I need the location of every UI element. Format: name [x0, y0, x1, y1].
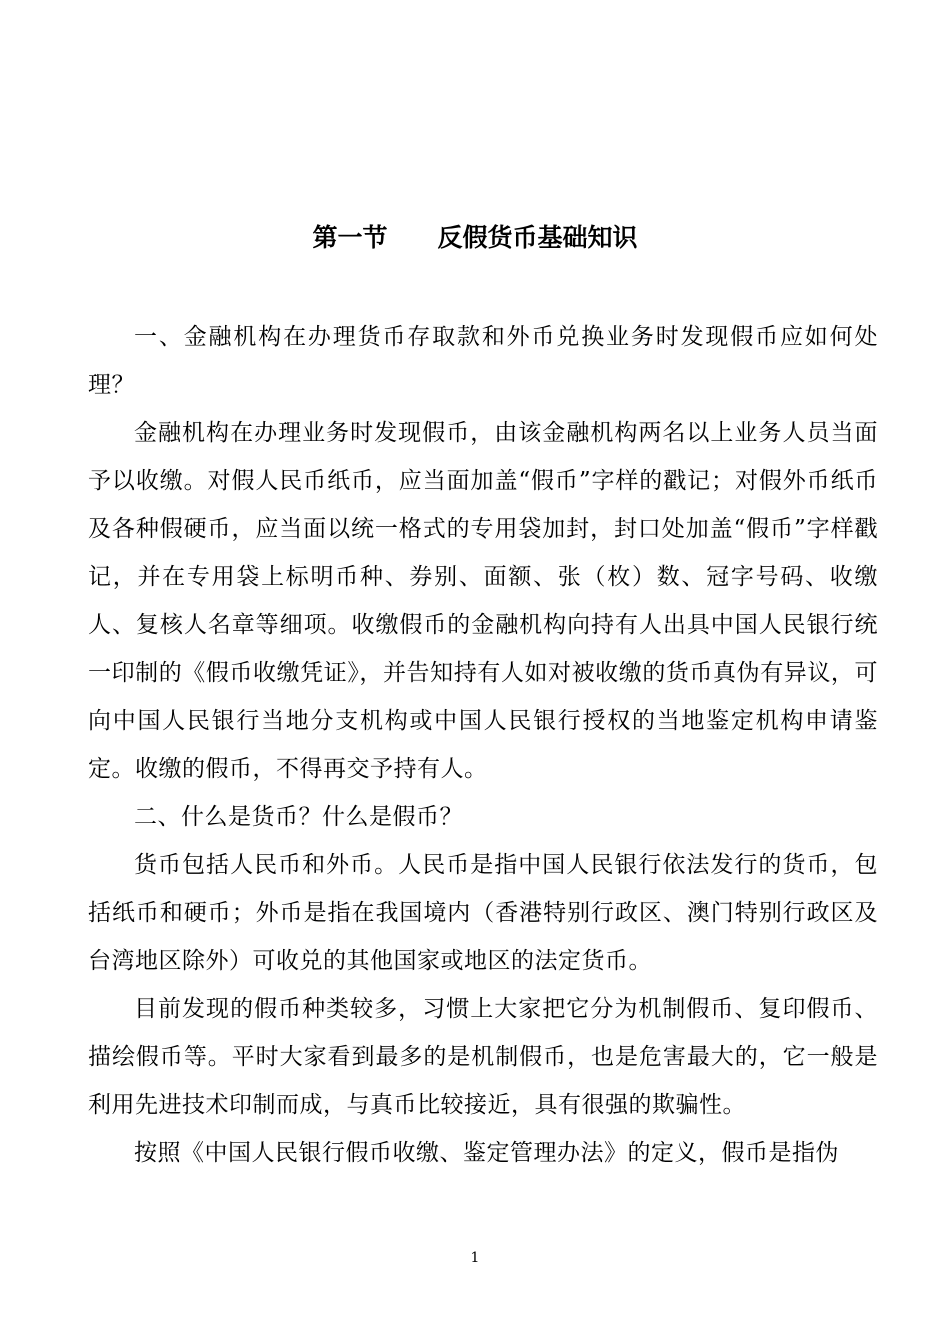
document-body: [88, 313, 878, 1177]
question-heading-1: 一、金融机构在办理货币存取款和外币兑换业务时发现假币应如何处理？: [88, 324, 878, 398]
section-title: 第一节 反假货币基础知识: [312, 223, 638, 252]
answer-paragraph-2: 货币包括人民币和外币。人民币是指中国人民银行依法发行的货币，包括纸币和硬币；外币是指在我国境内（香港特别行政区、澳门特别行政区及台湾地区除外）可收兑的其他国家或地区的法定货币。: [88, 852, 878, 974]
page-number: 1: [470, 1250, 480, 1266]
question-heading-2: 二、什么是货币？什么是假币？: [134, 804, 463, 830]
body-paragraph-3: 目前发现的假币种类较多，习惯上大家把它分为机制假币、复印假币、描绘假币等。平时大家看到最多的是机制假币，也是危害最大的，它一般是利用先进技术印制而成，与真币比较接近，具有很强的欺骗性。: [88, 996, 878, 1118]
body-paragraph-4: 按照《中国人民银行假币收缴、鉴定管理办法》的定义，假币是指伪: [134, 1140, 839, 1166]
answer-paragraph-1: 金融机构在办理业务时发现假币，由该金融机构两名以上业务人员当面予以收缴。对假人民币纸币，应当面加盖“假币”字样的戳记；对假外币纸币及各种假硬币，应当面以统一格式的专用袋加封，封口处加盖“假币”字样戳记，并在专用袋上标明币种、券别、面额、张（枚）数、冠字号码、收缴人、复核人名章等细项。收缴假币的金融机构向持有人出具中国人民银行统一印制的《假币收缴凭证》，并告知持有人如对被收缴的货币真伪有异议，可向中国人民银行当地分支机构或中国人民银行授权的当地鉴定机构申请鉴定。收缴的假币，不得再交予持有人。: [88, 420, 878, 782]
